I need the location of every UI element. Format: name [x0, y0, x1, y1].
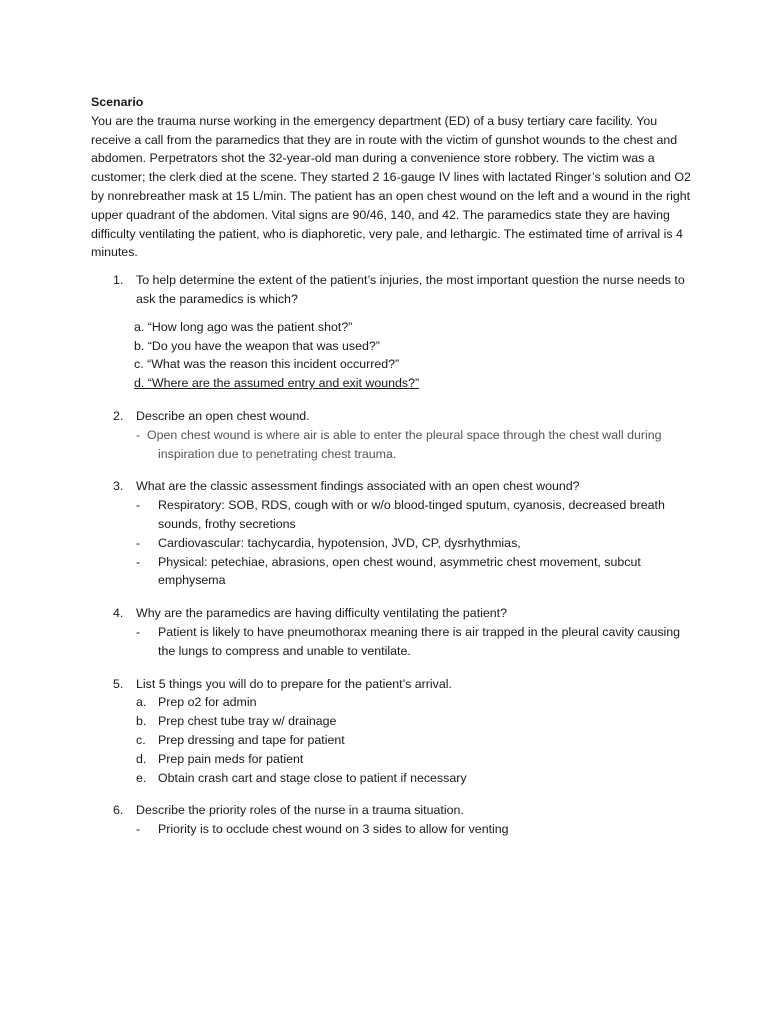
- question-text: To help determine the extent of the patient’s injuries, the most important question the nurse needs to ask the paramedics is which?: [136, 273, 685, 306]
- question-6: [91, 801, 691, 839]
- dash-bullet: -: [136, 535, 141, 550]
- scenario-text: You are the trauma nurse working in the emergency department (ED) of a busy tertiary care facility. You receive a call from the paramedics that they are in route with the victim of gunshot wounds to the chest and abdomen. Perpetrators shot the 32-year-old man during a convenience store robbery. The victim was a customer; the clerk died at the scene. They started 2 16-gauge IV lines with lactated Ringer’s solution and O2 by nonrebreather mask at 15 L/min. The patient has an open chest wound on the left and a wound in the right upper quadrant of the abdomen. Vital signs are 90/46, 140, and 42. The paramedics state they are having difficulty ventilating the patient, who is diaphoretic, very pale, and lethargic. The estimated time of arrival is 4 minutes.: [91, 113, 691, 260]
- item-text: Prep pain meds for patient: [158, 751, 304, 766]
- option-d-selected: d. “Where are the assumed entry and exit wounds?”: [134, 376, 420, 391]
- answer-text: Physical: petechiae, abrasions, open chest wound, asymmetric chest movement, subcut emphysema: [158, 554, 641, 588]
- item-text: Prep o2 for admin: [158, 695, 257, 710]
- item-letter: d.: [136, 751, 147, 766]
- question-1: [91, 271, 691, 393]
- option-a: a. “How long ago was the patient shot?”: [134, 319, 353, 334]
- answer-item: [91, 534, 691, 553]
- item-text: Prep chest tube tray w/ drainage: [158, 714, 337, 729]
- scenario-title: Scenario: [91, 95, 144, 109]
- list-item: [91, 712, 691, 731]
- answer-text: Open chest wound is where air is able to enter the pleural space through the chest wall during inspiration due to penetrating chest trauma.: [147, 427, 662, 461]
- question-text: Describe an open chest wound.: [136, 408, 310, 423]
- answer-text: Priority is to occlude chest wound on 3 sides to allow for venting: [158, 822, 509, 837]
- item-text: Obtain crash cart and stage close to patient if necessary: [158, 770, 467, 785]
- question-text: Why are the paramedics are having difficulty ventilating the patient?: [136, 606, 508, 621]
- dash-bullet: -: [136, 554, 141, 569]
- item-text: Prep dressing and tape for patient: [158, 732, 345, 747]
- question-3: [91, 477, 691, 590]
- question-number: 1.: [113, 273, 124, 288]
- question-5: [91, 675, 691, 788]
- answer-text: Cardiovascular: tachycardia, hypotension, JVD, CP, dysrhythmias,: [158, 535, 521, 550]
- document-page: [91, 93, 691, 839]
- answer-item: [91, 623, 691, 661]
- answer-text: Respiratory: SOB, RDS, cough with or w/o blood-tinged sputum, cyanosis, decreased breath sounds, frothy secretions: [158, 498, 665, 531]
- answer-options: [91, 318, 691, 393]
- question-number: 5.: [113, 676, 124, 691]
- question-number: 4.: [113, 606, 124, 621]
- item-letter: c.: [136, 732, 146, 747]
- answer-item: [91, 553, 691, 591]
- list-item: [91, 731, 691, 750]
- list-item: [91, 750, 691, 769]
- dash-bullet: -: [136, 498, 141, 513]
- dash-bullet: -: [136, 822, 141, 837]
- question-text: What are the classic assessment findings associated with an open chest wound?: [136, 479, 580, 494]
- question-number: 6.: [113, 803, 124, 818]
- option-b: b. “Do you have the weapon that was used?”: [134, 338, 380, 353]
- question-number: 3.: [113, 479, 124, 494]
- answer-text: Patient is likely to have pneumothorax meaning there is air trapped in the pleural cavity causing the lungs to compress and unable to ventilate.: [158, 624, 681, 658]
- item-letter: b.: [136, 714, 147, 729]
- list-item: [91, 693, 691, 712]
- answer-item: [91, 426, 691, 464]
- question-text: Describe the priority roles of the nurse in a trauma situation.: [136, 803, 464, 818]
- item-letter: e.: [136, 770, 147, 785]
- question-2: [91, 407, 691, 463]
- question-4: [91, 604, 691, 660]
- option-c: c. “What was the reason this incident occurred?”: [134, 357, 400, 372]
- answer-item: [91, 496, 691, 534]
- question-number: 2.: [113, 408, 124, 423]
- answer-item: [91, 820, 691, 839]
- list-item: [91, 769, 691, 788]
- question-text: List 5 things you will do to prepare for the patient’s arrival.: [136, 676, 452, 691]
- dash-bullet: -: [136, 624, 141, 639]
- item-letter: a.: [136, 695, 147, 710]
- dash-bullet: -: [136, 427, 141, 442]
